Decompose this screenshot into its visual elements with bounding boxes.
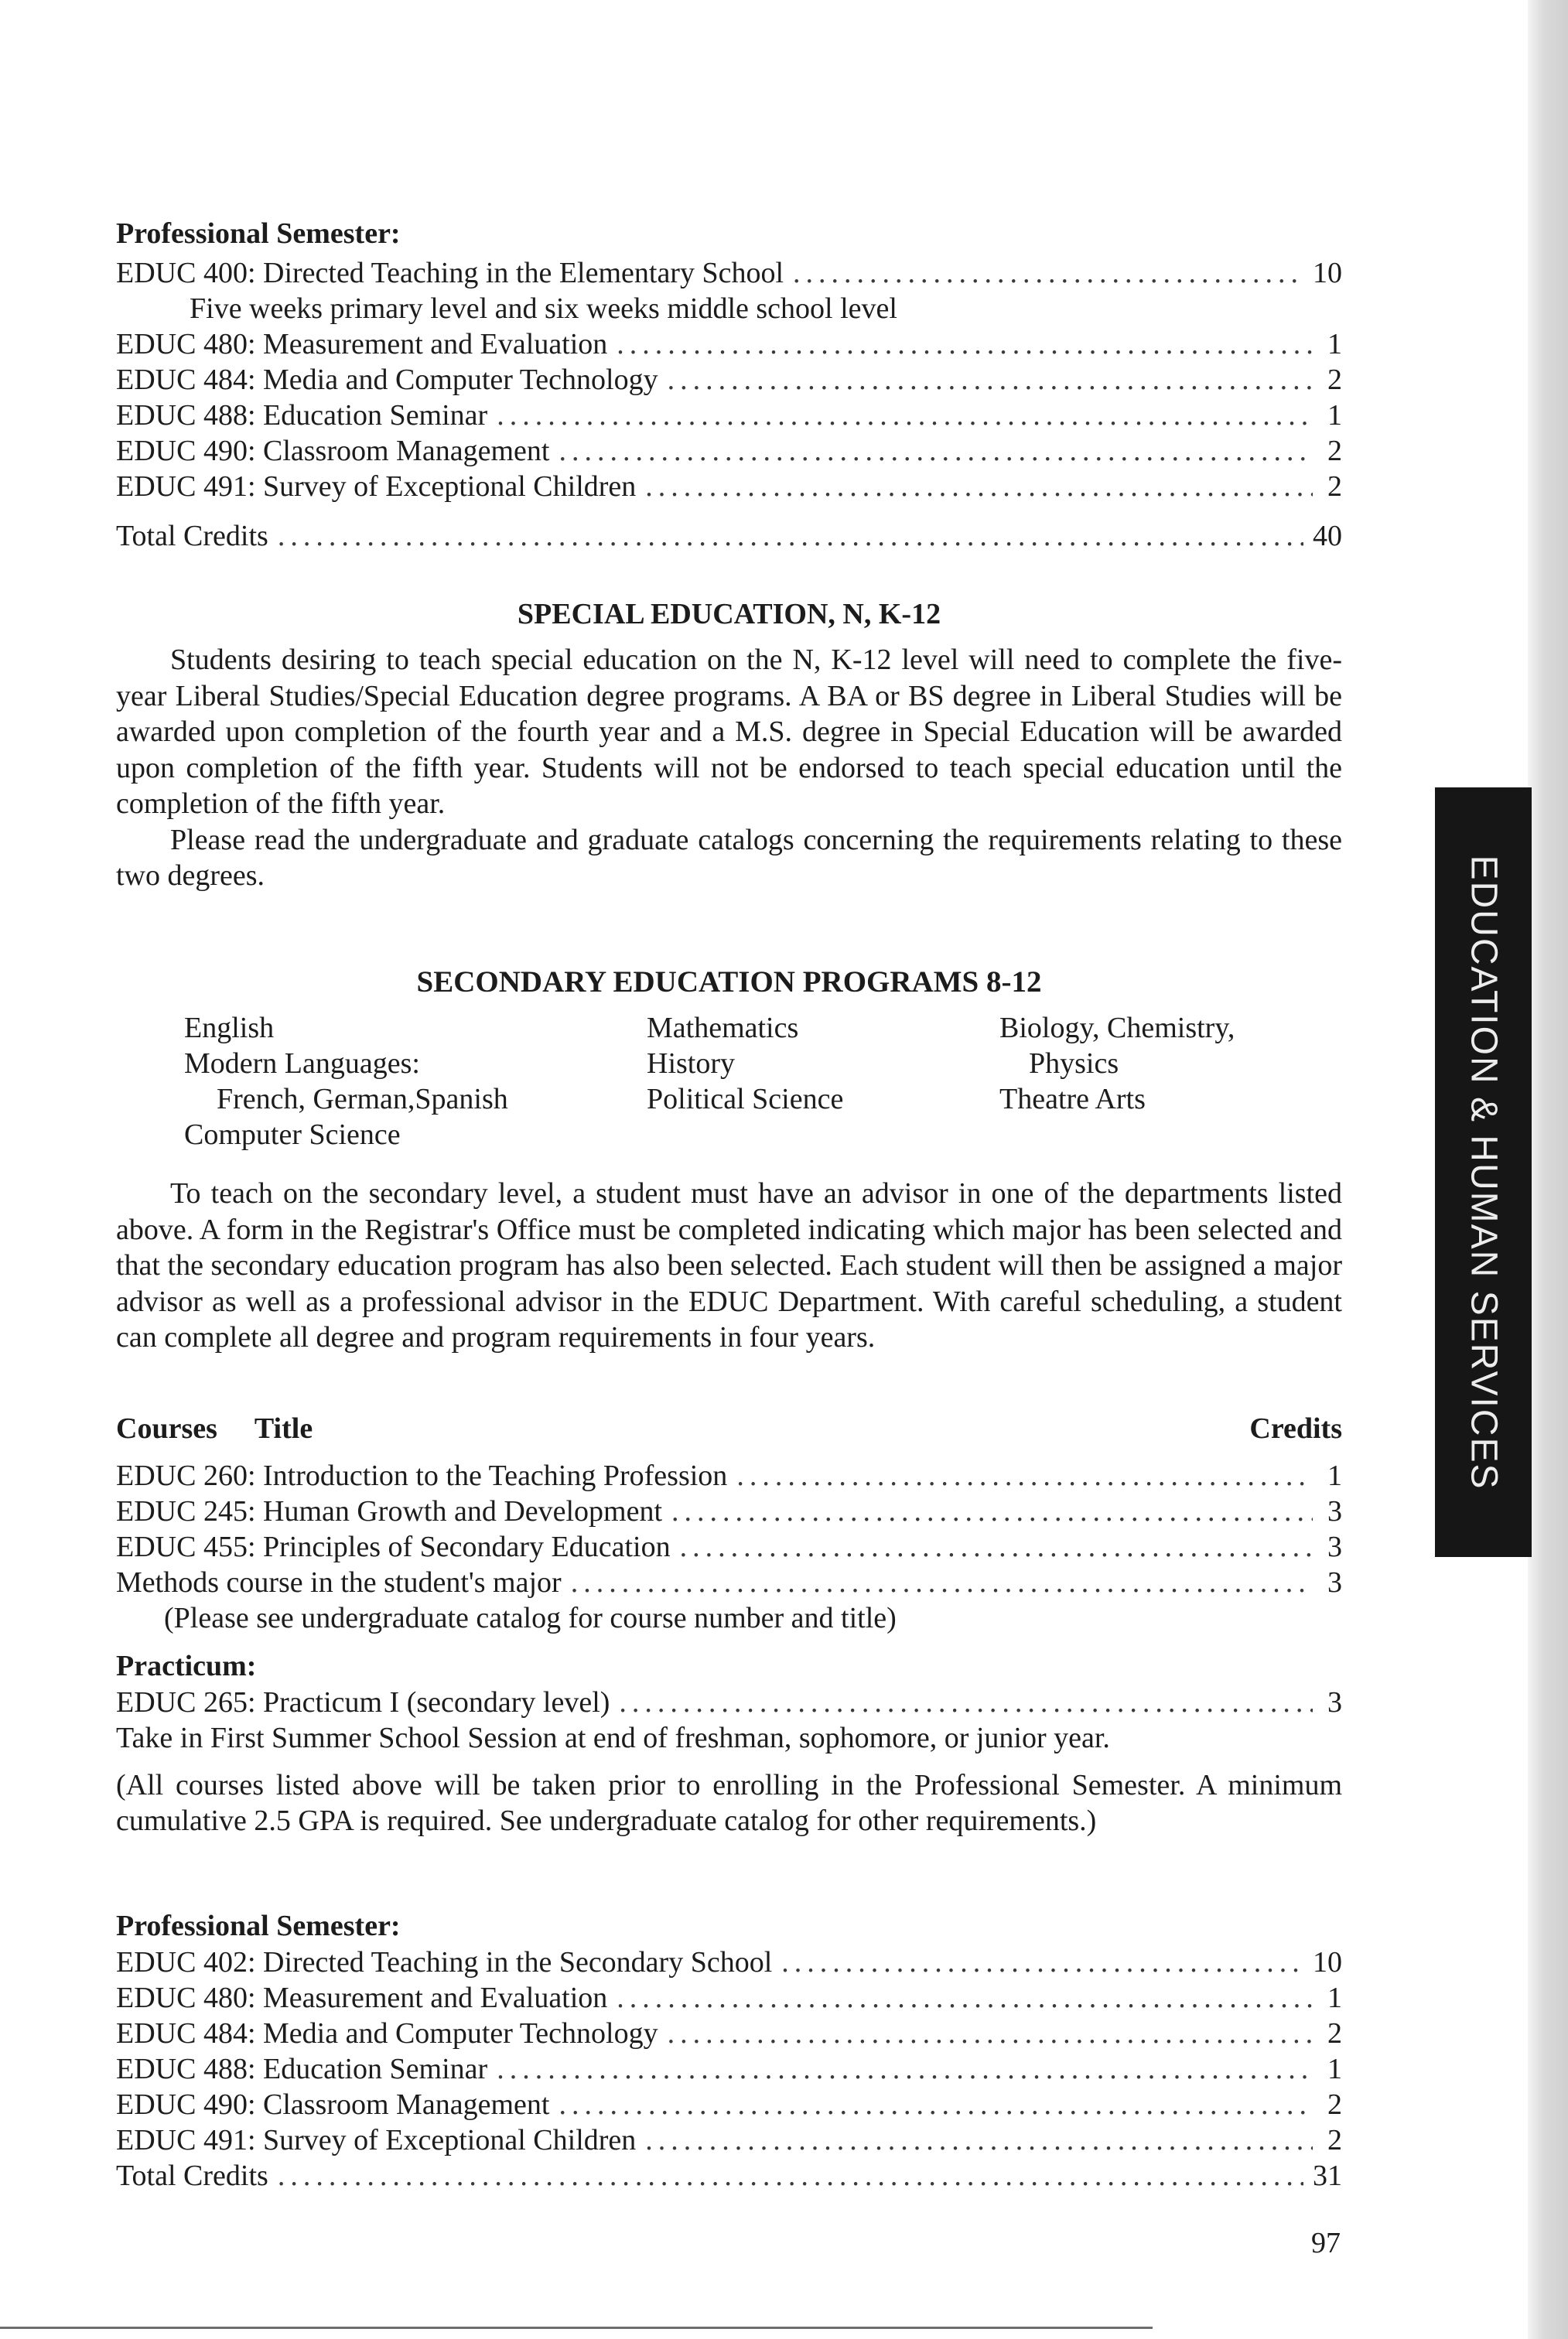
dot-leader (559, 2087, 1313, 2122)
section-side-tab (1435, 787, 1532, 1557)
dot-leader (671, 1494, 1313, 1529)
course-label: EDUC 490: Classroom Management (116, 435, 550, 467)
course-note: Five weeks primary level and six weeks middle school level (190, 292, 897, 325)
dot-leader (645, 2122, 1313, 2158)
total-row (116, 518, 1342, 554)
course-note: (Please see undergraduate catalog for course number and title) (164, 1602, 897, 1634)
course-row (116, 398, 1342, 433)
program-item: French, German,Spanish (217, 1083, 508, 1115)
total-label: Total Credits (116, 2160, 268, 2192)
course-row (116, 2122, 1342, 2158)
page-number: 97 (1311, 2227, 1341, 2259)
courses-header (116, 1410, 1342, 1447)
dot-leader (668, 2016, 1313, 2051)
dot-leader (781, 1945, 1303, 1980)
course-row (116, 2087, 1342, 2122)
course-credits: 10 (1313, 257, 1342, 289)
course-row (116, 1980, 1342, 2016)
program-item: Mathematics (647, 1012, 799, 1044)
course-credits: 10 (1313, 1946, 1342, 1979)
section-heading: Professional Semester: (116, 1910, 401, 1942)
course-credits: 3 (1327, 1531, 1342, 1563)
total-label: Total Credits (116, 520, 268, 552)
course-label: Methods course in the student's major (116, 1566, 562, 1599)
program-item: Theatre Arts (999, 1083, 1146, 1115)
dot-leader (571, 1565, 1313, 1600)
program-column-3 (999, 1010, 1235, 1117)
dot-leader (736, 1458, 1313, 1494)
dot-leader (278, 2158, 1303, 2194)
courses-section (116, 1410, 1342, 1636)
program-item: Modern Languages: (184, 1047, 420, 1080)
dot-leader (617, 1980, 1313, 2016)
program-column-1 (184, 1010, 508, 1152)
practicum-section (116, 1648, 1342, 1839)
header-title: Title (254, 1412, 313, 1445)
paragraph: Students desiring to teach special education on the N, K-12 level will need to complete the five-year Liberal Studies/Special Education degree programs. A BA or BS degree in Liberal Studies will be awarded upon completion of the fourth year and a M.S. degree in Special Education will be awarded upon completion of the fifth year. Students will not be endorsed to teach special education until the completion of the fifth year. (116, 644, 1342, 820)
dot-leader (668, 362, 1313, 398)
course-label: EDUC 490: Classroom Management (116, 2088, 550, 2121)
course-label: EDUC 480: Measurement and Evaluation (116, 1982, 608, 2014)
section-heading: SPECIAL EDUCATION, N, K-12 (517, 598, 941, 630)
program-item: Political Science (647, 1083, 844, 1115)
dot-leader (793, 255, 1303, 291)
secondary-programs-section (116, 964, 1342, 1001)
course-row (116, 469, 1342, 504)
program-item: Computer Science (184, 1118, 401, 1151)
course-row (116, 2051, 1342, 2087)
course-credits: 1 (1327, 1982, 1342, 2014)
course-credits: 2 (1327, 2124, 1342, 2156)
program-column-2 (647, 1010, 843, 1117)
paragraph: (All courses listed above will be taken prior to enrolling in the Professional Semester. A minimum cumulative 2.5 GPA is required. See undergraduate catalog for other requirements.) (116, 1768, 1342, 1837)
course-row (116, 362, 1342, 398)
course-row (116, 433, 1342, 469)
program-item: English (184, 1012, 275, 1044)
course-label: EDUC 484: Media and Computer Technology (116, 2017, 658, 2050)
program-item: History (647, 1047, 735, 1080)
course-row (116, 1945, 1342, 1980)
course-label: EDUC 480: Measurement and Evaluation (116, 328, 608, 360)
practicum-note: Take in First Summer School Session at end of freshman, sophomore, or junior year. (116, 1722, 1110, 1754)
course-label: EDUC 455: Principles of Secondary Education (116, 1531, 671, 1563)
course-credits: 1 (1327, 1460, 1342, 1492)
course-label: EDUC 260: Introduction to the Teaching Profession (116, 1460, 728, 1492)
course-label: EDUC 491: Survey of Exceptional Children (116, 470, 637, 503)
total-credits: 40 (1313, 520, 1342, 552)
course-label: EDUC 402: Directed Teaching in the Secondary School (116, 1946, 773, 1979)
course-credits: 1 (1327, 399, 1342, 432)
course-credits: 1 (1327, 328, 1342, 360)
course-label: EDUC 484: Media and Computer Technology (116, 364, 658, 396)
course-label: EDUC 265: Practicum I (secondary level) (116, 1686, 610, 1719)
program-item: Physics (1029, 1047, 1119, 1080)
course-credits: 2 (1327, 470, 1342, 503)
dot-leader (497, 2051, 1313, 2087)
section-heading: SECONDARY EDUCATION PROGRAMS 8-12 (416, 965, 1042, 999)
course-row (116, 1565, 1342, 1600)
course-row (116, 1458, 1342, 1494)
course-credits: 3 (1327, 1566, 1342, 1599)
course-label: EDUC 245: Human Growth and Development (116, 1495, 663, 1528)
dot-leader (619, 1685, 1313, 1720)
page-edge-shadow (1528, 0, 1568, 2339)
dot-leader (617, 326, 1313, 362)
section-heading: Professional Semester: (116, 217, 401, 250)
course-row (116, 255, 1342, 291)
professional-semester-secondary (116, 1907, 1342, 2194)
paragraph: To teach on the secondary level, a student must have an advisor in one of the departments listed above. A form in the Registrar's Office must be completed indicating which major has been selected and that the secondary education program has also been selected. Each student will then be assigned a major advisor as well as a professional advisor in the EDUC Department. With careful scheduling, a student can complete all degree and program requirements in four years. (116, 1177, 1342, 1354)
course-label: EDUC 488: Education Seminar (116, 399, 488, 432)
dot-leader (559, 433, 1313, 469)
program-item: Biology, Chemistry, (999, 1012, 1235, 1044)
course-label: EDUC 488: Education Seminar (116, 2053, 488, 2085)
course-credits: 3 (1327, 1495, 1342, 1528)
paragraph: Please read the undergraduate and graduate catalogs concerning the requirements relating to these two degrees. (116, 823, 1342, 892)
course-credits: 2 (1327, 2017, 1342, 2050)
total-row (116, 2158, 1342, 2194)
dot-leader (497, 398, 1313, 433)
total-credits: 31 (1313, 2160, 1342, 2192)
course-credits: 2 (1327, 2088, 1342, 2121)
course-credits: 3 (1327, 1686, 1342, 1719)
section-heading: Practicum: (116, 1650, 257, 1682)
course-credits: 2 (1327, 364, 1342, 396)
secondary-paragraph-block (116, 1176, 1342, 1356)
side-tab-label: EDUCATION & HUMAN SERVICES (1463, 854, 1504, 1490)
course-row (116, 326, 1342, 362)
course-row (116, 1529, 1342, 1565)
course-row (116, 1685, 1342, 1720)
dot-leader (278, 518, 1303, 554)
dot-leader (645, 469, 1313, 504)
course-credits: 1 (1327, 2053, 1342, 2085)
special-education-section (116, 596, 1342, 894)
course-label: EDUC 491: Survey of Exceptional Children (116, 2124, 637, 2156)
course-row (116, 1494, 1342, 1529)
professional-semester-elementary (116, 215, 1342, 554)
header-credits: Credits (1249, 1412, 1342, 1445)
bottom-rule (0, 2327, 1153, 2329)
course-row (116, 2016, 1342, 2051)
course-label: EDUC 400: Directed Teaching in the Elementary School (116, 257, 784, 289)
course-credits: 2 (1327, 435, 1342, 467)
header-courses: Courses (116, 1412, 217, 1445)
dot-leader (680, 1529, 1313, 1565)
